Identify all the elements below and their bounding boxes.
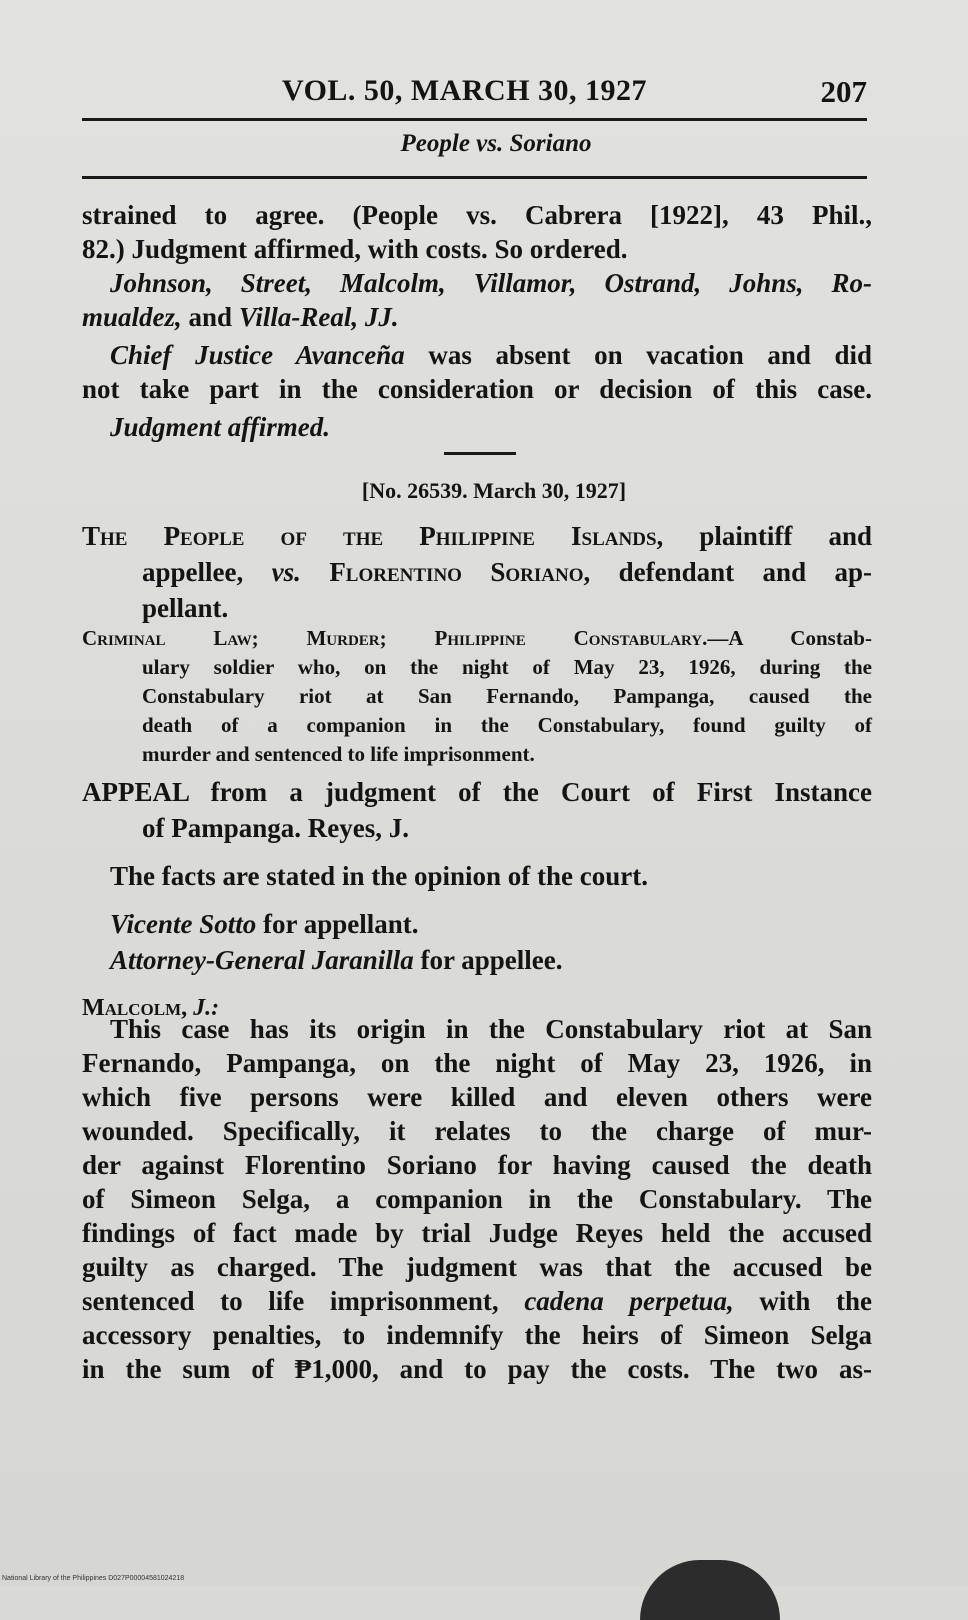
caption-defendant-name: Florentino Soriano, [329, 557, 591, 587]
counsel-appellee-role: for appellee. [420, 945, 563, 975]
caption-defendant-role: defendant and ap- [618, 557, 873, 587]
header-rule-bottom [82, 176, 867, 179]
justices-line-1: Johnson, Street, Malcolm, Villamor, Ostrand, Johns, Ro- [110, 268, 872, 298]
counsel-appellee [82, 942, 872, 978]
case-caption [82, 518, 872, 626]
appeal-block [82, 774, 872, 1026]
justices-name-end: mualdez, [82, 302, 182, 332]
caption-line-1 [82, 518, 872, 554]
opinion-line: wounded. Specifically, it relates to the charge of mur- [82, 1116, 872, 1146]
syllabus-line-1-rest: —A Constab- [707, 626, 872, 650]
opinion-line: which five persons were killed and eleven others were [82, 1082, 872, 1112]
opinion-line: findings of fact made by trial Judge Reyes held the accused [82, 1218, 872, 1248]
opinion-author-title: J.: [193, 995, 220, 1021]
syllabus-headnote: Criminal Law; Murder; Philippine Constabulary. [82, 626, 708, 650]
opinion-line: of Simeon Selga, a companion in the Constabulary. The [82, 1184, 872, 1214]
opinion-line-10: accessory penalties, to indemnify the heirs of Simeon Selga [82, 1320, 872, 1350]
header-rule-top [82, 118, 867, 121]
opinion-line: Fernando, Pampanga, on the night of May 23, 1926, in [82, 1048, 872, 1078]
opinion-line-11: in the sum of ₱1,000, and to pay the costs. The two as- [82, 1354, 872, 1384]
counsel-appellant-name: Vicente Sotto [110, 909, 257, 939]
caption-the: The [82, 521, 128, 551]
prior-line-1: strained to agree. (People vs. Cabrera [1922], 43 Phil., [82, 200, 872, 230]
volume-line: VOL. 50, MARCH 30, 1927 [282, 74, 648, 107]
case-separator-rule [444, 452, 516, 455]
justices-line-2 [82, 300, 872, 334]
syllabus-line-4: death of a companion in the Constabulary, found guilty of [142, 713, 872, 737]
opinion-line-9-a: sentenced to life imprisonment, [82, 1286, 499, 1316]
caption-plaintiff-name: People of the Philippine Islands, [163, 521, 664, 551]
counsel-appellant [82, 906, 872, 942]
chief-justice-line-1 [82, 338, 872, 372]
counsel-appellee-name: Attorney-General Jaranilla [110, 945, 414, 975]
opinion-author-name: Malcolm, [82, 995, 188, 1021]
caption-vs: vs. [271, 557, 301, 587]
opinion-body [82, 1012, 872, 1386]
syllabus-line-3: Constabulary riot at San Fernando, Pampanga, caused the [142, 684, 872, 708]
prior-case-ending [82, 198, 872, 444]
page-number: 207 [820, 74, 867, 109]
opinion-line: guilty as charged. The judgment was that the accused be [82, 1252, 872, 1282]
page-header [82, 68, 867, 116]
facts-line: The facts are stated in the opinion of the court. [110, 861, 648, 891]
chief-justice-rest: was absent on vacation and did [428, 340, 873, 370]
opinion-line: This case has its origin in the Constabulary riot at San [110, 1014, 872, 1044]
chief-justice-name: Chief Justice Avanceña [110, 340, 405, 370]
syllabus-line-5: murder and sentenced to life imprisonment. [142, 742, 535, 766]
caption-line-3: pellant. [142, 593, 229, 623]
caption-plaintiff-role: plaintiff and [699, 521, 873, 551]
chief-justice-line-2: not take part in the consideration or decision of this case. [82, 374, 872, 404]
caption-line-2 [82, 554, 872, 590]
prior-line-2: 82.) Judgment affirmed, with costs. So ordered. [82, 234, 628, 264]
judgment-disposition: Judgment affirmed. [110, 412, 331, 442]
appeal-line-2: of Pampanga. Reyes, J. [142, 813, 409, 843]
opinion-line: der against Florentino Soriano for having caused the death [82, 1150, 872, 1180]
justices-and: and [188, 302, 233, 332]
appeal-line-1: APPEAL from a judgment of the Court of First Instance [82, 777, 872, 807]
counsel-appellant-role: for appellant. [263, 909, 419, 939]
running-title: People vs. Soriano [400, 130, 592, 157]
opinion-line-9-b: with the [759, 1286, 873, 1316]
syllabus-line-2: ulary soldier who, on the night of May 23, 1926, during the [142, 655, 872, 679]
case-number: [No. 26539. March 30, 1927] [361, 478, 627, 503]
syllabus-line-1 [82, 624, 872, 653]
syllabus [82, 624, 872, 769]
scan-footer-meta: National Library of the Philippines D027P00004581024218 [2, 1575, 185, 1582]
justices-last-name: Villa-Real, JJ. [238, 302, 399, 332]
caption-appellee: appellee, [142, 557, 244, 587]
scan-artifact [640, 1560, 780, 1620]
opinion-line-9 [82, 1284, 872, 1318]
cadena-perpetua: cadena perpetua, [524, 1286, 734, 1316]
